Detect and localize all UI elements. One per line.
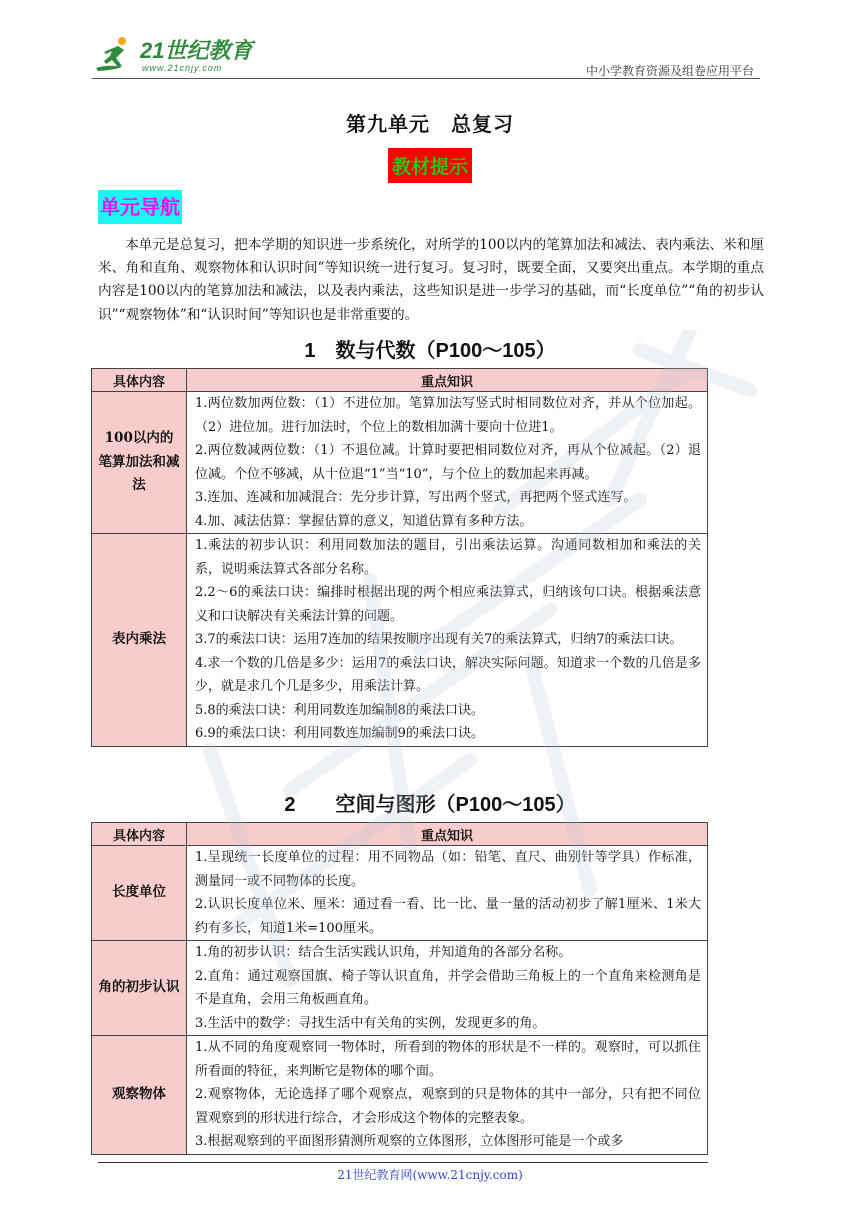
point-item: 1.乘法的初步认识：利用同数加法的题目，引出乘法运算。沟通同数相加和乘法的关系，说明乘法算式各部分名称。 <box>195 538 701 577</box>
point-item: 6.9的乘法口诀：利用同数连加编制9的乘法口诀。 <box>195 726 484 741</box>
points-cell <box>187 846 708 941</box>
point-item: 1.两位数加两位数：（1）不进位加。笔算加法写竖式时相同数位对齐，并从个位加起。（2）进位加。进行加法时，个位上的数相加满十要向十位进1。 <box>195 396 701 435</box>
col-header-key: 重点知识 <box>187 369 708 392</box>
category-cell: 角的初步认识 <box>92 941 187 1036</box>
point-item: 4.求一个数的几倍是多少：运用7的乘法口诀，解决实际问题。知道求一个数的几倍是多少，就是求几个几是多少，用乘法计算。 <box>195 655 701 694</box>
section-title: 1 数与代数（P100～105） <box>304 340 556 362</box>
table-header-row <box>92 369 708 392</box>
point-item: 2.观察物体，无论选择了哪个观察点，观察到的只是物体的其中一部分，只有把不同位置观察到的形状进行综合，才会形成这个物体的完整表象。 <box>195 1087 701 1126</box>
table-row <box>92 392 708 534</box>
points-cell <box>187 1036 708 1155</box>
page-footer[interactable]: 21世纪教育网(www.21cnjy.com) <box>337 1168 523 1182</box>
point-item: 1.呈现统一长度单位的过程：用不同物品（如：铅笔、直尺、曲别针等学具）作标准，测量同一或不同物体的长度。 <box>195 850 701 889</box>
page-title: 第九单元 总复习 <box>346 112 514 136</box>
footer-divider <box>98 1162 708 1163</box>
col-header-content: 具体内容 <box>92 823 187 846</box>
knowledge-table <box>91 368 708 747</box>
hint-wrap <box>0 148 860 183</box>
point-item: 3.连加、连减和加减混合：先分步计算，写出两个竖式，再把两个竖式连写。 <box>195 490 637 505</box>
logo-text: 21世纪教育 <box>140 38 253 63</box>
logo-url: www.21cnjy.com <box>142 63 223 73</box>
point-item: 3.根据观察到的平面图形猜测所观察的立体图形，立体图形可能是一个或多 <box>195 1134 624 1149</box>
header-divider <box>92 78 760 79</box>
points-cell <box>187 941 708 1036</box>
point-item: 1.从不同的角度观察同一物体时，所看到的物体的形状是不一样的。观察时，可以抓住所看面的特征，来判断它是物体的哪个面。 <box>195 1040 701 1079</box>
point-item: 2.2～6的乘法口诀：编排时根据出现的两个相应乘法算式，归纳该句口诀。根据乘法意义和口诀解决有关乘法计算的问题。 <box>195 585 701 624</box>
category-cell: 表内乘法 <box>92 534 187 747</box>
point-item: 3.生活中的数学：寻找生活中有关角的实例，发现更多的角。 <box>195 1015 546 1031</box>
table-row <box>92 846 708 941</box>
points-cell <box>187 392 708 534</box>
col-header-key: 重点知识 <box>187 823 708 846</box>
points-cell <box>187 534 708 747</box>
col-header-content: 具体内容 <box>92 369 187 392</box>
textbook-hint-badge: 教材提示 <box>388 148 472 183</box>
site-logo[interactable] <box>92 28 272 76</box>
table-row <box>92 534 708 747</box>
unit-nav-badge: 单元导航 <box>98 190 182 224</box>
category-cell: 100以内的笔算加法和减法 <box>92 392 187 534</box>
page-header <box>92 28 760 80</box>
point-item: 2.认识长度单位米、厘米：通过看一看、比一比、量一量的活动初步了解1厘米、1米大约有多长，知道1米=100厘米。 <box>195 897 701 936</box>
category-cell: 长度单位 <box>92 846 187 941</box>
point-item: 2.直角：通过观察国旗、椅子等认识直角，并学会借助三角板上的一个直角来检测角是不是直角，会用三角板画直角。 <box>195 968 701 1007</box>
point-item: 4.加、减法估算：掌握估算的意义，知道估算有多种方法。 <box>195 513 533 529</box>
runner-logo-icon <box>92 34 138 74</box>
intro-paragraph: 本单元是总复习，把本学期的知识进一步系统化，对所学的100以内的笔算加法和减法、表内乘法、米和厘米、角和直角、观察物体和认识时间”等知识统一进行复习。复习时，既要全面，又要突出重点。本学期的重点内容是100以内的笔算加法和减法，以及表内乘法，这些知识是进一步学习的基础，而“长度单位”“角的初步认识”“观察物体”和“认识时间”等知识也是非常重要的。 <box>98 237 764 323</box>
table-header-row <box>92 823 708 846</box>
point-item: 2.两位数减两位数：（1）不退位减。计算时要把相同数位对齐，再从个位减起。（2）退位减。个位不够减，从十位退“1”当“10”，与个位上的数加起来再减。 <box>195 443 701 482</box>
table-row <box>92 941 708 1036</box>
point-item: 3.7的乘法口诀：运用7连加的结果按顺序出现有关7的乘法算式，归纳7的乘法口诀。 <box>195 632 683 647</box>
site-name: 中小学教育资源及组卷应用平台 <box>585 64 754 78</box>
section-title: 2 空间与图形（P100～105） <box>284 794 576 816</box>
table-row <box>92 1036 708 1155</box>
category-cell: 观察物体 <box>92 1036 187 1155</box>
knowledge-table <box>91 822 708 1155</box>
point-item: 1.角的初步认识：结合生活实践认识角，并知道角的各部分名称。 <box>195 945 572 960</box>
point-item: 5.8的乘法口诀：利用同数连加编制8的乘法口诀。 <box>195 702 484 718</box>
